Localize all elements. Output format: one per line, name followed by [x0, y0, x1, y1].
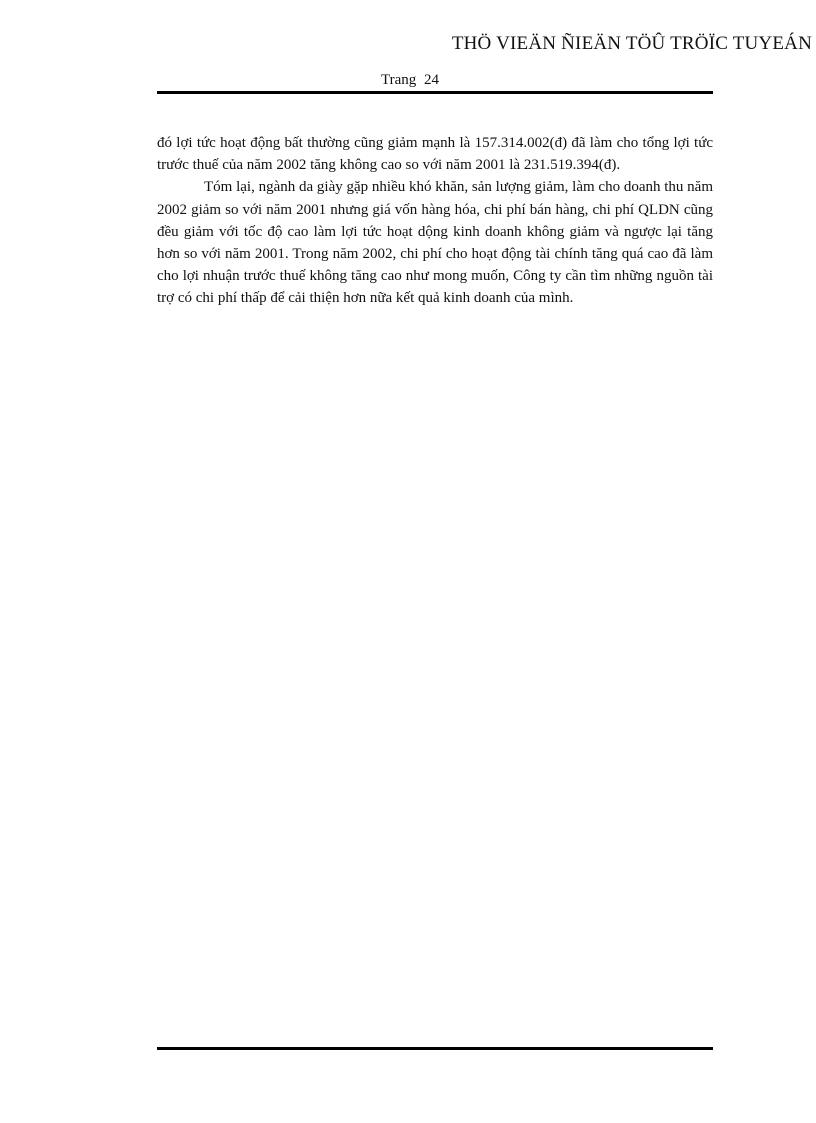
- library-header-title: THÖ VIEÄN ÑIEÄN TÖÛ TRÖÏC TUYEÁN: [451, 33, 812, 54]
- page-number: 24: [424, 72, 440, 88]
- paragraph-continuation: đó lợi tức hoạt động bất thường cũng giảm mạnh là 157.314.002(đ) đã làm cho tổng lợi tức trước thuế của năm 2002 tăng không cao so với năm 2001 là 231.519.394(đ).: [157, 135, 713, 174]
- footer-divider: [157, 1047, 713, 1050]
- header-divider: [157, 91, 713, 94]
- document-body: [157, 132, 713, 310]
- paragraph-summary: Tóm lại, ngành da giày gặp nhiều khó khăn, sản lượng giảm, làm cho doanh thu năm 2002 giảm so với năm 2001 nhưng giá vốn hàng hóa, chi phí bán hàng, chi phí QLDN cũng đều giảm với tốc độ cao làm lợi tức hoạt dộng kinh doanh không giảm và ngược lại tăng hơn so với năm 2001. Trong năm 2002, chi phí cho hoạt động tài chính tăng quá cao đã làm cho lợi nhuận trước thuế không tăng cao như mong muốn, Công ty cần tìm những nguồn tài trợ có chi phí thấp để cải thiện hơn nữa kết quả kinh doanh của mình.: [157, 179, 713, 307]
- page-label: Trang: [380, 72, 417, 88]
- page-number-line: [0, 72, 816, 89]
